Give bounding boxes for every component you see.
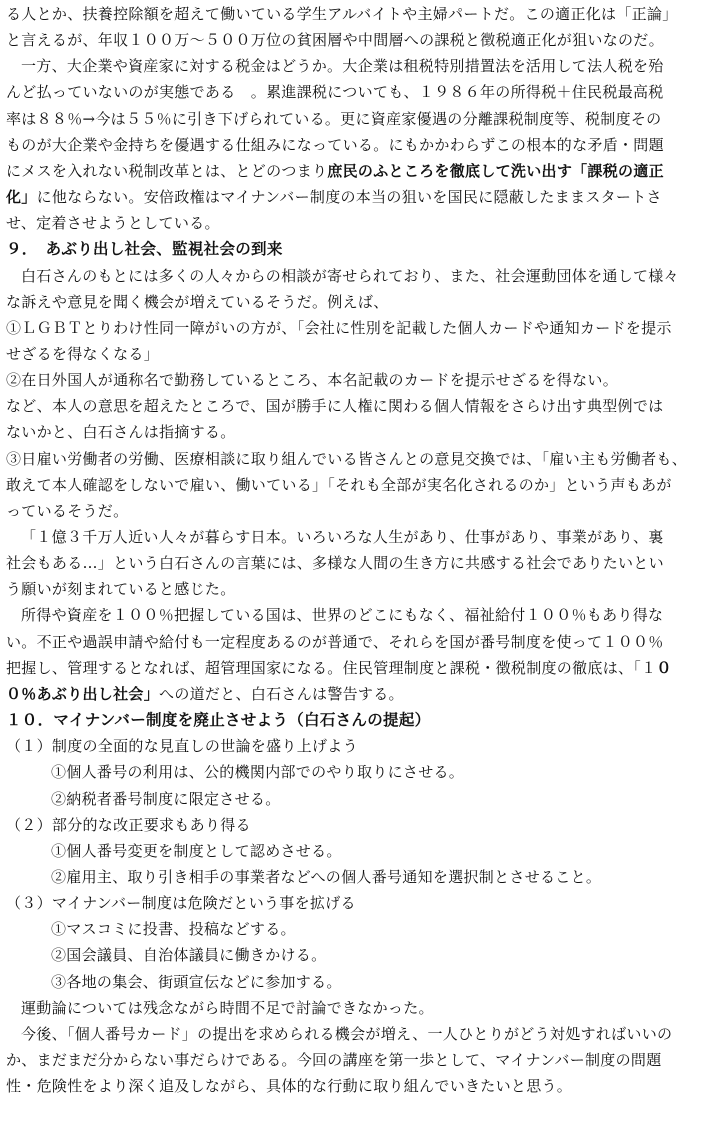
text-line: ないかと、白石さんは指摘する。 <box>6 423 236 442</box>
text-line: せ、定着させようとしている。 <box>6 214 220 233</box>
text-line: 性・危険性をより深く追及しながら、具体的な行動に取り組んでいきたいと思う。 <box>6 1077 573 1096</box>
text-line: 敢えて本人確認をしないで雇い、働いている」「それも全部が実名化されるのか」という声もあが <box>6 475 672 494</box>
text-line: 社会もある…」という白石さんの言葉には、多様な人間の生き方に共感する社会でありたいとい <box>6 554 664 573</box>
text-line: （３）マイナンバー制度は危険だという事を拡げる <box>6 894 356 913</box>
text-line: な訴えや意見を聞く機会が増えているそうだ。例えば、 <box>6 292 389 311</box>
text-line: 「１億３千万人近い人々が暮らす日本。いろいろな人生があり、仕事があり、事業があり、裏 <box>21 528 664 546</box>
text-line: 白石さんのもとには多くの人々からの相談が寄せられており、また、社会運動団体を通して様々 <box>21 266 679 285</box>
text-line: ①ＬＧＢＴとりわけ性同一障がいの方が、「会社に性別を記載した個人カードや通知カードを提示 <box>6 318 672 337</box>
text-line: ①個人番号の利用は、公的機関内部でのやり取りにさせる。 <box>51 763 465 782</box>
text-line: にメスを入れない税制改革とは、とどのつまり庶民のふところを徹底して洗い出す「課税の適正 <box>6 161 664 180</box>
text-line: など、本人の意思を超えたところで、国が勝手に人権に関わる個人情報をさらけ出す典型例では <box>6 397 664 416</box>
text-line: （２）部分的な改正要求もあり得る <box>6 815 251 834</box>
text-line: せざるを得なくなる」 <box>6 344 160 363</box>
text-line: ０％あぶり出し社会」への道だと、白石さんは警告する。 <box>6 684 404 703</box>
text-line: か、まだまだ分からない事だらけである。今回の講座を第一歩として、マイナンバー制度の問題 <box>6 1051 662 1069</box>
text-line: ②在日外国人が通称名で勤務しているところ、本名記載のカードを提示せざるを得ない。 <box>6 371 619 390</box>
text-line: ものが大企業や金持ちを優遇する仕組みになっている。にもかかわらずこの根本的な矛盾・問題 <box>6 135 664 154</box>
text-line: う願いが刻まれていると感じた。 <box>6 580 236 599</box>
emphasis-text: ０％あぶり出し社会」 <box>6 684 160 703</box>
text-line: ③各地の集会、街頭宣伝などに参加する。 <box>51 972 342 991</box>
text-line: 化」に他ならない。安倍政権はマイナンバー制度の本当の狙いを国民に隠蔽したままスタートさ <box>6 188 662 207</box>
text-line: （１）制度の全面的な見直しの世論を盛り上げよう <box>6 737 358 756</box>
text-line: 一方、大企業や資産家に対する税金はどうか。大企業は租税特別措置法を活用して法人税を殆 <box>21 57 664 76</box>
text-line: ②納税者番号制度に限定させる。 <box>51 789 281 808</box>
emphasis-text: 化」 <box>6 188 37 207</box>
emphasis-text: ０ <box>656 658 672 677</box>
text-line: い。不正や過誤申請や給付も一定程度あるのが普通で、それらを国が番号制度を使って１００％ <box>6 632 664 651</box>
emphasis-text: 庶民のふところを徹底して洗い出す「課税の適正 <box>327 161 664 180</box>
text-line: ①個人番号変更を制度として認めさせる。 <box>51 841 342 860</box>
text-line: 所得や資産を１００％把握している国は、世界のどこにもなく、福祉給付１００％もあり得な <box>21 606 664 625</box>
section-heading: １０．マイナンバー制度を廃止させよう（白石さんの提起） <box>6 710 431 730</box>
text-line: ③日雇い労働者の労働、医療相談に取り組んでいる皆さんとの意見交換では、「雇い主も労働者も、 <box>6 449 688 468</box>
text-line: 今後、「個人番号カード」の提出を求められる機会が増え、一人ひとりがどう対処すればいいの <box>21 1024 673 1043</box>
text-line: んど払っていないのが実態である 。累進課税についても、１９８６年の所得税＋住民税最高税 <box>6 83 664 102</box>
text-line: 把握し、管理するとなれば、超管理国家になる。住民管理制度と課税・徴税制度の徹底は、「１０ <box>6 658 672 677</box>
text-line: と言えるが、年収１００万～５００万位の貧困層や中間層への課税と徴税適正化が狙いなのだ。 <box>6 31 664 50</box>
text-line: 運動論については残念ながら時間不足で討論できなかった。 <box>21 998 434 1017</box>
text-line: る人とか、扶養控除額を超えて働いている学生アルバイトや主婦パートだ。この適正化は「正論」 <box>6 5 678 23</box>
text-line: 率は８８％→今は５５％に引き下げられている。更に資産家優遇の分離課税制度等、税制度その <box>6 109 662 128</box>
section-heading: ９． あぶり出し社会、監視社会の到来 <box>6 239 283 259</box>
text-line: っているそうだ。 <box>6 501 129 520</box>
text-line: ①マスコミに投書、投稿などする。 <box>51 920 296 939</box>
text-line: ②国会議員、自治体議員に働きかける。 <box>51 946 327 965</box>
text-line: ②雇用主、取り引き相手の事業者などへの個人番号通知を選択制とさせること。 <box>51 867 602 886</box>
